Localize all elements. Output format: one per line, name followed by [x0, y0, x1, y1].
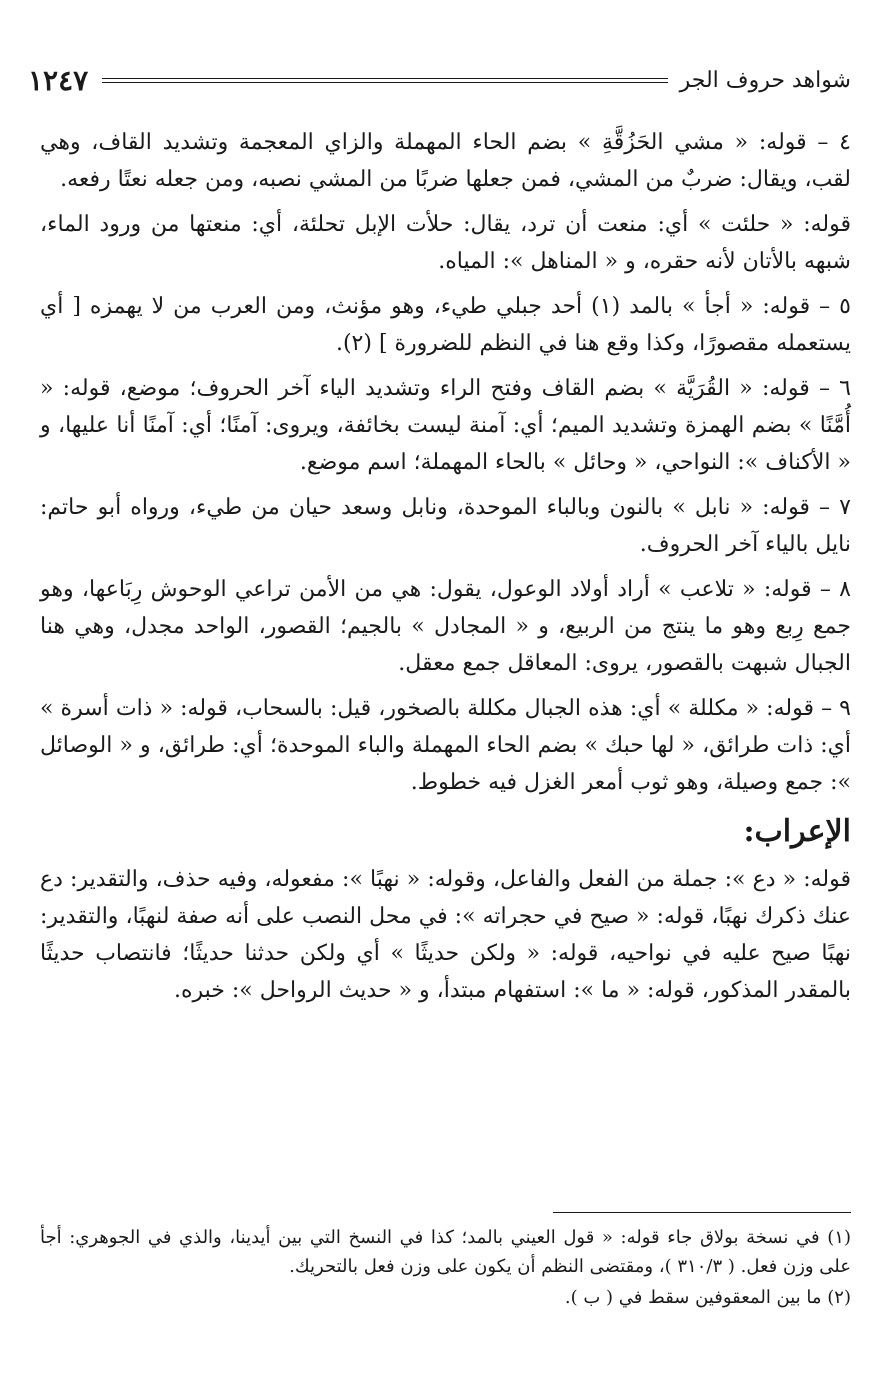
paragraph: قوله: « حلئت » أي: منعت أن ترد، يقال: حلأت الإبل تحلئة، أي: منعتها من ورود الماء، شبهه بالأتان لأنه حقره، و « المناهل »: المياه. — [40, 212, 851, 274]
paragraph: ٥ – قوله: « أجأ » بالمد (١) أحد جبلي طيء، وهو مؤنث، ومن العرب من لا يهمزه [ أي يستعمله مقصورًا، وكذا وقع هنا في النظم للضرورة ] (٢). — [40, 294, 851, 356]
running-title: شواهد حروف الجر — [679, 67, 851, 93]
section-heading: الإعراب: — [743, 814, 851, 849]
page-header — [28, 60, 851, 100]
paragraph: ٨ – قوله: « تلاعب » أراد أولاد الوعول، يقول: هي من الأمن تراعي الوحوش رِبَاعها، وهو جمع رِبع وهو ما ينتج من الربيع، و « المجادل » بالجيم؛ القصور، الواحد مجدل، وهي هنا الجبال شبهت بالقصور، يروى: المعاقل جمع معقل. — [40, 577, 851, 676]
footnote: (٢) ما بين المعقوفين سقط في ( ب ). — [564, 1287, 851, 1308]
footnotes — [40, 1223, 851, 1314]
page-number: ١٢٤٧ — [28, 63, 89, 97]
paragraph: ٩ – قوله: « مكللة » أي: هذه الجبال مكللة بالصخور، قيل: بالسحاب، قوله: « ذات أسرة » أي: ذات طرائق، « لها حبك » بضم الحاء المهملة والباء الموحدة؛ أي: طرائق، و « الوصائل »: جمع وصيلة، وهو ثوب أمعر الغزل فيه خطوط. — [40, 696, 851, 795]
footnote-divider — [553, 1212, 851, 1213]
paragraph: ٤ – قوله: « مشي الحَزُقَّةِ » بضم الحاء المهملة والزاي المعجمة وتشديد القاف، وهي لقب، ويقال: ضربٌ من المشي، فمن جعلها ضربًا من المشي نصبه، ومن جعله نعتًا رفعه. — [40, 130, 851, 192]
irab-paragraph: قوله: « دع »: جملة من الفعل والفاعل، وقوله: « نهبًا »: مفعوله، وفيه حذف، والتقدير: دع عنك ذكرك نهبًا، قوله: « صيح في حجراته »: في محل النصب على أنه صفة لنهبًا، والتقدير: نهبًا صيح عليه في نواحيه، قوله: « ولكن حديثًا » أي ولكن حدثنا حديثًا؛ فانتصاب حديثًا بالمقدر المذكور، قوله: « ما »: استفهام مبتدأ، و « حديث الرواحل »: خبره. — [40, 867, 851, 1003]
main-text — [40, 124, 851, 1017]
paragraph: ٧ – قوله: « نابل » بالنون وبالباء الموحدة، ونابل وسعد حيان من طيء، ورواه أبو حاتم: نايل بالياء آخر الحروف. — [40, 495, 851, 557]
paragraph: ٦ – قوله: « القُرَيَّة » بضم القاف وفتح الراء وتشديد الياء آخر الحروف؛ موضع، قوله: « أُمَّنًا » بضم الهمزة وتشديد الميم؛ أي: آمنة ليست بخائفة، ويروى: آمنًا؛ أي: آمنًا أنا عليها، و « الأكناف »: النواحي، « وحائل » بالحاء المهملة؛ اسم موضع. — [40, 376, 851, 475]
footnote: (١) في نسخة بولاق جاء قوله: « قول العيني بالمد؛ كذا في النسخ التي بين أيدينا، والذي في الجوهري: أجأ على وزن فعل. ( ٣١٠/٣ )، ومقتضى النظم أن يكون على وزن فعل بالتحريك. — [40, 1227, 851, 1277]
header-rule — [102, 78, 667, 83]
